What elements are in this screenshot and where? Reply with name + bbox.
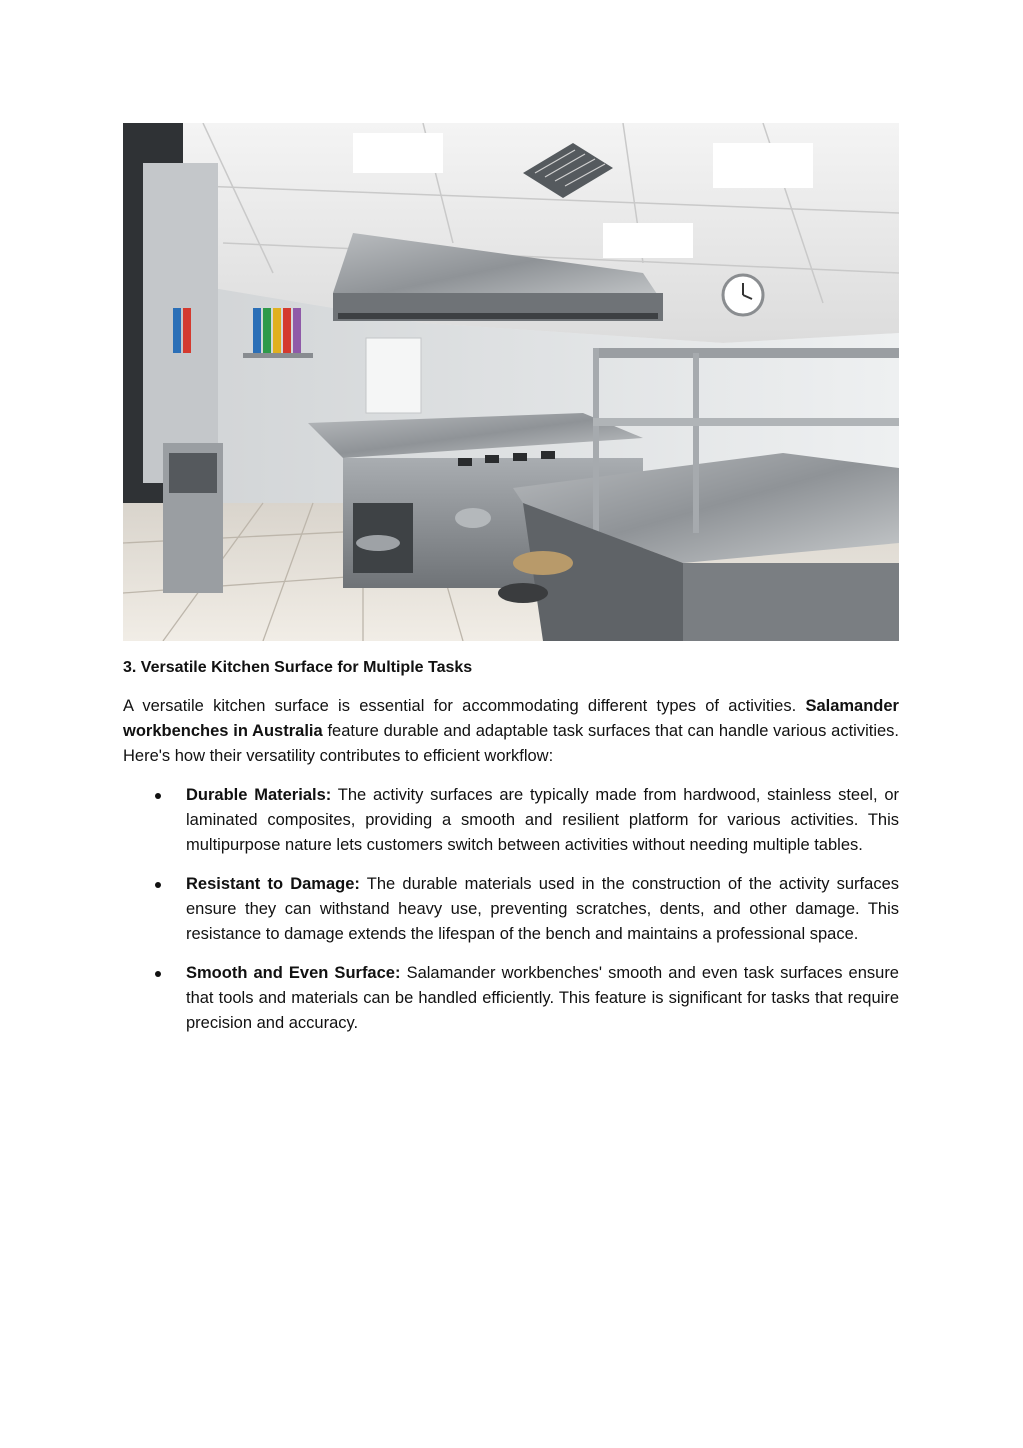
list-item (123, 961, 899, 1036)
intro-bold-link-text: Salamander workbenches in Australia (123, 697, 899, 740)
intro-paragraph (123, 694, 899, 769)
kitchen-photo (123, 123, 899, 641)
list-item (123, 872, 899, 947)
intro-rest: feature durable and adaptable task surfaces that can handle various activities. Here's how their versatility contributes to efficient workflow: (123, 722, 899, 765)
list-item (123, 783, 899, 858)
bullet-text: Salamander workbenches' smooth and even task surfaces ensure that tools and materials can be handled efficiently. This feature is significant for tasks that require precision and accuracy. (186, 964, 899, 1032)
bullet-title: Smooth and Even Surface: (186, 964, 401, 982)
bullet-icon (155, 882, 161, 888)
bullet-text: The activity surfaces are typically made from hardwood, stainless steel, or laminated composites, providing a smooth and resilient platform for various activities. This multipurpose nature lets customers switch between activities without needing multiple tables. (186, 786, 899, 854)
bullet-text: The durable materials used in the construction of the activity surfaces ensure they can withstand heavy use, preventing scratches, dents, and other damage. This resistance to damage extends the lifespan of the bench and maintains a professional space. (186, 875, 899, 943)
bullet-icon (155, 793, 161, 799)
intro-lead: A versatile kitchen surface is essential for accommodating different types of activities. (123, 697, 797, 715)
bullet-title: Durable Materials: (186, 786, 332, 804)
feature-list (123, 783, 899, 1050)
bullet-title: Resistant to Damage: (186, 875, 360, 893)
bullet-icon (155, 971, 161, 977)
section-heading: 3. Versatile Kitchen Surface for Multiple Tasks (123, 659, 473, 676)
